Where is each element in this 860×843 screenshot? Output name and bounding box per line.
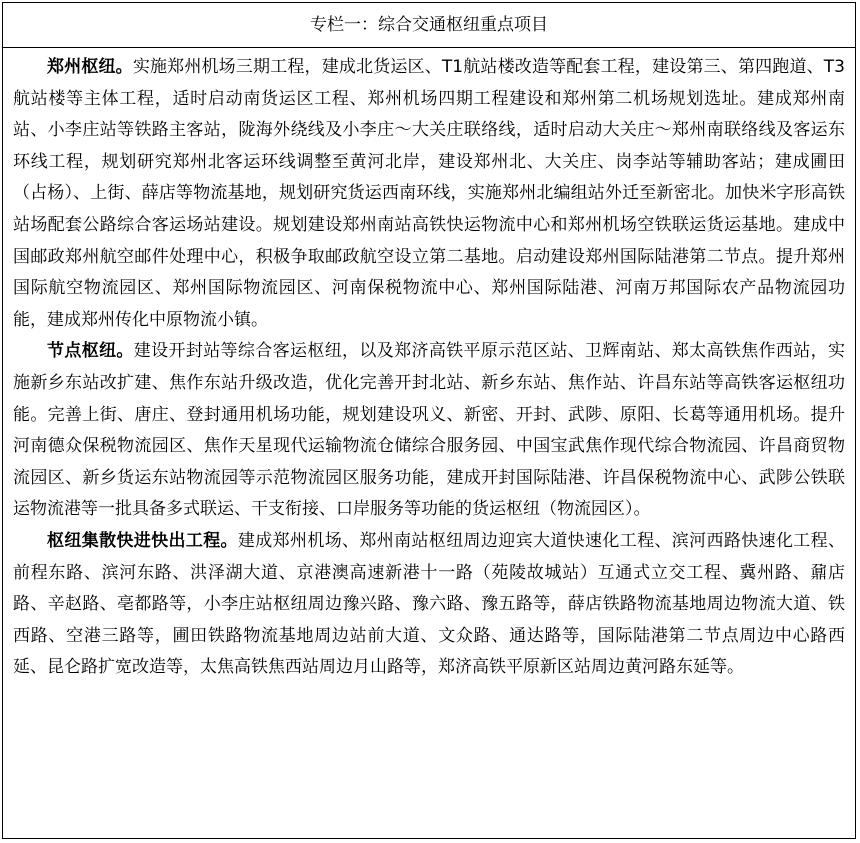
- panel-content: [3, 48, 855, 684]
- paragraph-text: 建成郑州机场、郑州南站枢纽周边迎宾大道快速化工程、滨河西路快速化工程、前程东路、滨河东路、洪泽湖大道、京港澳高速新港十一路（苑陵故城站）互通式立交工程、冀州路、鼐店路、辛赵路、亳都路等，小李庄站枢纽周边豫兴路、豫六路、豫五路等，薛店铁路物流基地周边物流大道、铁西路、空港三路等，圃田铁路物流基地周边站前大道、文众路、通达路等，国际陆港第二节点周边中心路西延、昆仑路扩宽改造等，太焦高铁焦西站周边月山路等，郑济高铁平原新区站周边黄河路东延等。: [13, 530, 846, 678]
- paragraph-lead: 郑州枢纽。: [47, 57, 133, 77]
- paragraph-distribution-project: [13, 526, 845, 684]
- paragraph-lead: 枢纽集散快进快出工程。: [47, 530, 238, 551]
- paragraph-text: 实施郑州机场三期工程，建成北货运区、T1航站楼改造等配套工程，建设第三、第四跑道、T3航站楼等主体工程，适时启动南货运区工程、郑州机场四期工程建设和郑州第二机场规划选址。建成郑州南站、小李庄站等铁路主客站，陇海外绕线及小李庄～大关庄联络线，适时启动大关庄～郑州南联络线及客运东环线工程，规划研究郑州北客运环线调整至黄河北岸，建设郑州北、大关庄、岗李站等辅助客站；建成圃田（占杨）、上街、薛店等物流基地，规划研究货运西南环线，实施郑州北编组站外迁至新密北。加快米字形高铁站场配套公路综合客运场站建设。规划建设郑州南站高铁快运物流中心和郑州机场空铁联运货运基地。建成中国邮政郑州航空邮件处理中心，积极争取邮政航空设立第二基地。启动建设郑州国际陆港第二节点。提升郑州国际航空物流园区、郑州国际物流园区、河南保税物流中心、郑州国际陆港、河南万邦国际农产品物流园功能，建成郑州传化中原物流小镇。: [13, 57, 845, 330]
- project-panel: [2, 2, 856, 839]
- paragraph-text: 建设开封站等综合客运枢纽，以及郑济高铁平原示范区站、卫辉南站、郑太高铁焦作西站，实施新乡东站改扩建、焦作东站升级改造，优化完善开封北站、新乡东站、焦作站、许昌东站等高铁客运枢纽功能。完善上街、唐庄、登封通用机场功能，规划建设巩义、新密、开封、武陟、原阳、长葛等通用机场。提升河南德众保税物流园区、焦作天星现代运输物流仓储综合服务园、中国宝武焦作现代综合物流园、许昌商贸物流园区、新乡货运东站物流园等示范物流园区服务功能，建成开封国际陆港、许昌保税物流中心、武陟公铁联运物流港等一批具备多式联运、干支衔接、口岸服务等功能的货运枢纽（物流园区）。: [13, 341, 846, 520]
- panel-title: 专栏一：综合交通枢纽重点项目: [3, 3, 855, 48]
- paragraph-node-hub: [13, 336, 845, 526]
- paragraph-zhengzhou-hub: [13, 52, 845, 336]
- paragraph-lead: 节点枢纽。: [47, 341, 134, 362]
